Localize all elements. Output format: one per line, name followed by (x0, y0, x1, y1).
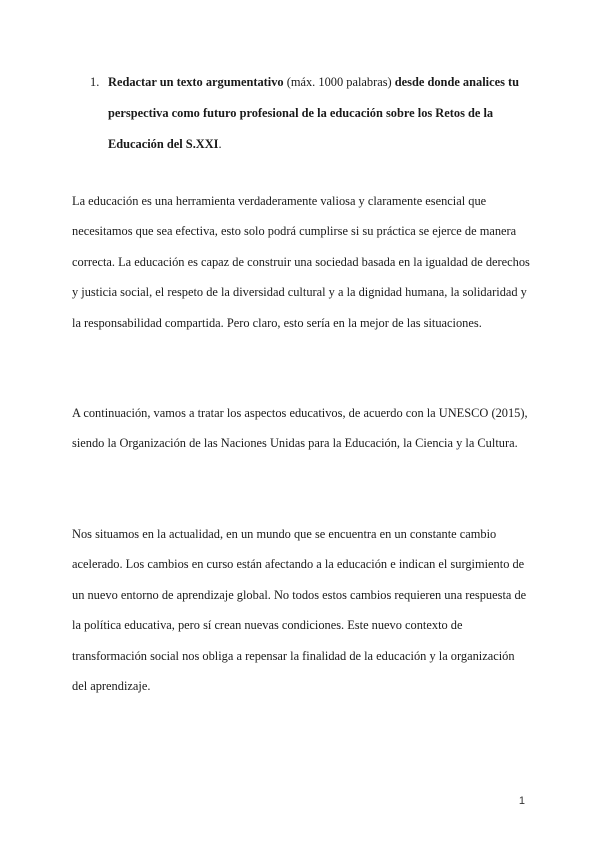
task-period: . (218, 137, 222, 151)
task-bold-start: Redactar un texto argumentativo (108, 75, 284, 89)
numbered-task-item (90, 67, 530, 160)
task-word-limit: (máx. 1000 palabras) (283, 75, 395, 89)
paragraph-unesco: A continuación, vamos a tratar los aspectos educativos, de acuerdo con la UNESCO (2015), siendo la Organización de las Naciones Unidas para la Educación, la Ciencia y la Cultura. (72, 406, 528, 451)
list-number: 1. (90, 75, 100, 89)
task-bold-end: desde donde analices tu perspectiva como futuro profesional de la educación sobre los Retos de la Educación del S.XXI (108, 75, 520, 151)
paragraph-current-context: Nos situamos en la actualidad, en un mundo que se encuentra en un constante cambio acelerado. Los cambios en curso están afectando a la educación e indican el surgimiento de un nuevo entorno de aprendizaje global. No todos estos cambios requieren una respuesta de la política educativa, pero sí crean nuevas condiciones. Este nuevo contexto de transformación social nos obliga a repensar la finalidad de la educación y la organización del aprendizaje. (72, 527, 527, 694)
paragraph-intro: La educación es una herramienta verdaderamente valiosa y claramente esencial que necesitamos que sea efectiva, esto solo podrá cumplirse si su práctica se ejerce de manera correcta. La educación es capaz de construir una sociedad basada en la igualdad de derechos y justicia social, el respeto de la diversidad cultural y a la dignidad humana, la solidaridad y la responsabilidad compartida. Pero claro, esto sería en la mejor de las situaciones. (72, 194, 530, 330)
page-number: 1 (518, 795, 525, 807)
task-text (108, 67, 530, 160)
